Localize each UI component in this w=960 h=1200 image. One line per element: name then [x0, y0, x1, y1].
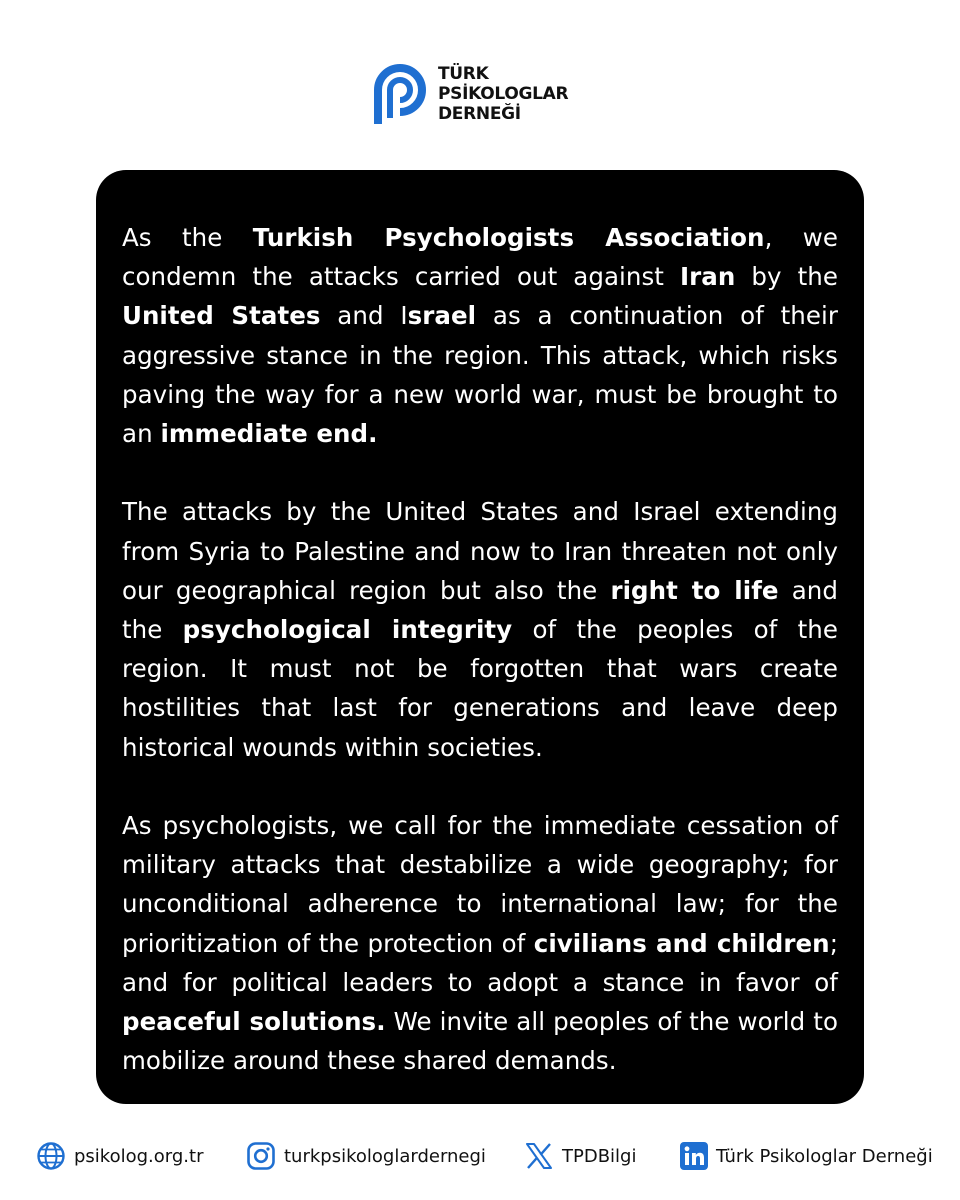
linkedin-icon	[680, 1142, 708, 1170]
bold-segment: srael	[407, 301, 477, 331]
statement-paragraph-3	[122, 806, 838, 1080]
text-segment: as a continuation of their aggressive stance in the region. This attack, which risks paving the way for a new world war, must be brought to an	[122, 301, 838, 449]
text-segment: of the peoples of the region. It must not be forgotten that wars create hostilities that last for generations and leave deep historical wounds within societies.	[122, 615, 839, 762]
x-link[interactable]	[524, 1141, 637, 1171]
globe-icon	[36, 1141, 66, 1171]
org-name	[438, 64, 568, 124]
statement-paragraph-1	[122, 218, 838, 453]
x-icon	[524, 1141, 554, 1171]
org-name-line1: TÜRK	[438, 64, 489, 84]
bold-segment: United States	[122, 301, 321, 331]
x-text: TPDBilgi	[562, 1145, 637, 1167]
text-segment: As psychologists, we call for the immediate cessation of military attacks that destabilize a wide geography; for unconditional adherence to international law; for the prioritization of the protection of	[122, 811, 838, 958]
instagram-text: turkpsikologlardernegi	[284, 1145, 486, 1167]
bold-segment: peaceful solutions.	[122, 1007, 386, 1037]
org-name-line2: PSİKOLOGLAR	[438, 84, 569, 104]
org-logo	[372, 60, 568, 128]
tpd-p-logo-icon	[372, 60, 428, 128]
statement-paragraph-2	[122, 492, 838, 766]
statement-card	[96, 170, 864, 1104]
website-link[interactable]	[36, 1141, 203, 1171]
instagram-icon	[246, 1141, 276, 1171]
footer-contacts	[36, 1136, 936, 1176]
text-segment: , we condemn the attacks carried out against	[122, 223, 838, 292]
bold-segment: Iran	[680, 262, 736, 292]
linkedin-link[interactable]	[680, 1142, 933, 1170]
text-segment: We invite all peoples of the world to mobilize around these shared demands.	[122, 1007, 838, 1076]
bold-segment: immediate end.	[160, 419, 378, 449]
linkedin-text: Türk Psikologlar Derneği	[716, 1145, 933, 1167]
text-segment: by the	[735, 262, 839, 292]
text-segment: and I	[320, 301, 408, 331]
bold-segment: civilians and children	[533, 928, 830, 958]
instagram-link[interactable]	[246, 1141, 486, 1171]
website-text: psikolog.org.tr	[74, 1145, 204, 1167]
text-segment: and the	[122, 575, 838, 645]
text-segment: As the	[122, 223, 253, 252]
text-segment: The attacks by the United States and Israel extending from Syria to Palestine and now to Iran threaten not only our geographical region but also the	[122, 497, 838, 605]
org-name-line3: DERNEĞİ	[438, 104, 521, 124]
bold-segment: psychological integrity	[182, 615, 513, 645]
bold-segment: right to life	[610, 575, 779, 605]
bold-segment: Turkish Psychologists Association	[252, 223, 765, 252]
text-segment: ; and for political leaders to adopt a stance in favor of	[122, 928, 838, 997]
